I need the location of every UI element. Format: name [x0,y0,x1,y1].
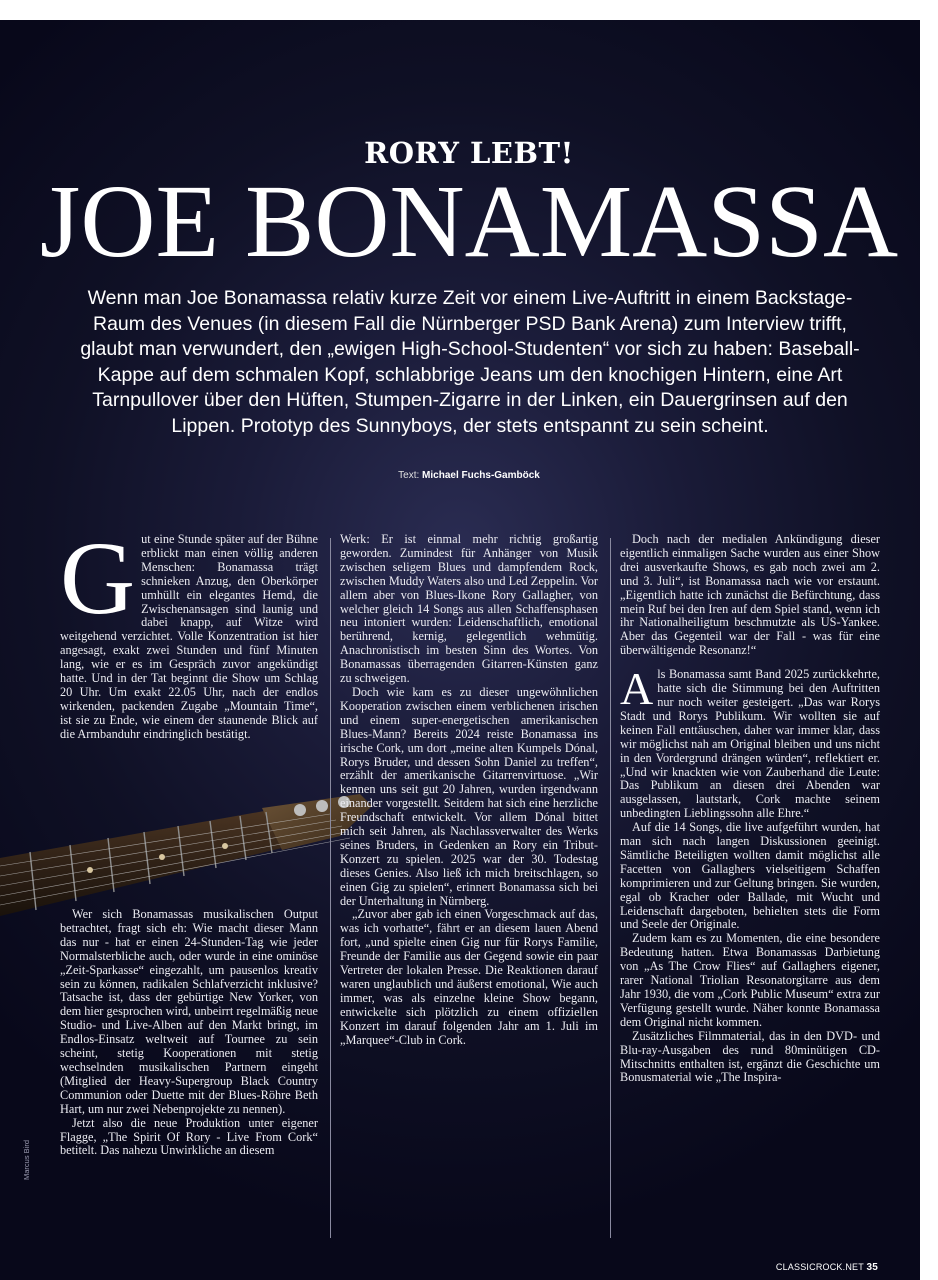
page-number: 35 [866,1262,878,1273]
paragraph: ut eine Stunde später auf der Bühne erblickt man einen völlig anderen Menschen: Bonamassa trägt schnieken Anzug, den Oberkörper umhüllt ein elegantes Hemd, die Zwischenansagen sind launig und dabei knapp, auf Witze wird weitgehend verzichtet. Volle Konzentration ist hier angesagt, exakt zwei Stunden und fünf Minuten lang, wie er es im Gespräch zuvor angekündigt hatte. Und in der Tat beginnt die Show um Schlag 20 Uhr. Um exakt 22.05 Uhr, nach der endlos wirkenden, packenden Zugabe „Mountain Time“, ist sie zu Ende, wie einem der staunende Blick auf die Armbanduhr eindringlich bestätigt. [60,532,318,741]
paragraph: ls Bonamassa samt Band 2025 zurückkehrte, hatte sich die Stimmung bei den Auftritten nur noch weiter gesteigert. „Das war Rorys Stadt und Rorys Publikum. Wir wollten sie auf keinen Fall enttäuschen, daher war immer klar, dass wir möglichst nah am Original bleiben und uns nicht in den Vordergrund drängen würden“, reflektiert er. „Und wir knackten wie von Zauberhand die Leute: Das Publikum an diesen drei Abenden war ausgelassen, lautstark, Cork machte seinem unbedingten Lieblingssohn alle Ehre.“ [620,667,880,821]
paragraph: Doch nach der medialen Ankündigung dieser eigentlich einmaligen Sache wurden aus einer Show drei ausverkaufte Shows, es gab noch zwei am 2. und 3. Juli“, ist Bonamassa nach wie vor erstaunt. „Eigentlich hatte ich zunächst die Befürchtung, dass mein Ruf bei den Iren auf dem Spiel stand, wenn ich ihr Nationalheiligtum beschmutzte als US-Yankee. Aber das Gegenteil war der Fall - was für eine überwältigende Resonanz!“ [620,532,880,658]
column-3 [620,533,880,1085]
magazine-page [0,20,920,1280]
column-2 [340,533,598,1048]
page-footer [776,1262,878,1273]
drop-cap: G [60,521,136,636]
paragraph: „Zuvor aber gab ich einen Vorgeschmack auf das, was ich vorhatte“, fährt er an diesem lauen Abend fort, „und spielte einen Gig nur für Rorys Familie, Freunde der Familie aus der Gegend sowie ein paar Vertreter der lokalen Presse. Die Reaktionen darauf waren unglaublich und äußerst emotional, Wie auch immer, was als einzelne kleine Show begann, entwickelte sich plötzlich zu einem offiziellen Konzert im darauf folgenden Jahr am 1. Juli im „Marquee“-Club in Cork. [340,907,598,1047]
byline [0,470,920,481]
paragraph: Jetzt also die neue Produktion unter eigener Flagge, „The Spirit Of Rory - Live From Cork“ betitelt. Das nahezu Unwirkliche an diesem [60,1115,318,1158]
column-rule [330,538,331,1238]
paragraph: Auf die 14 Songs, die live aufgeführt wurden, hat man sich nach langen Diskussionen geeinigt. Sämtliche Beteiligten wollten damit möglichst alle Facetten von Gallaghers vielseitigem Schaffen komprimieren und zur Geltung bringen. Sie wurden, egal ob Kracher oder Ballade, mit Wucht und Leidenschaft dargeboten, behielten stets die Form und Seele der Originale. [620,820,880,932]
standfirst: Wenn man Joe Bonamassa relativ kurze Zeit vor einem Live-Auftritt in einem Backstage-Raum des Venues (in diesem Fall die Nürnberger PSD Bank Arena) zum Interview trifft, glaubt man verwundert, den „ewigen High-School-Studenten“ vor sich zu haben: Baseball-Kappe auf dem schmalen Kopf, schlabbrige Jeans um den knochigen Hintern, eine Art Tarnpullover über den Hüften, Stumpen-Zigarre in der Linken, ein Dauergrinsen auf den Lippen. Prototyp des Sunnyboys, der stets entspannt zu sein scheint. [80,287,860,437]
paragraph: Zudem kam es zu Momenten, die eine besondere Bedeutung hatten. Etwa Bonamassas Darbietung von „As The Crow Flies“ auf Gallaghers eigener, rarer National Triolian Resonatorgitarre aus dem Jahr 1930, die vom „Cork Public Museum“ extra zur Verfügung gestellt wurde. Näher konnte Bonamassa dem Original nicht kommen. [620,931,880,1029]
column-rule [610,538,611,1238]
kicker: RORY LEBT! [364,136,574,170]
drop-cap: A [620,663,654,715]
paragraph: Doch wie kam es zu dieser ungewöhnlichen Kooperation zwischen einem verblichenen irischen und einem super-energetischen amerikanischen Blues-Mann? Bereits 2024 reiste Bonamassa ins irische Cork, um dort „meine alten Kumpels Dónal, Rorys Bruder, und dessen Sohn Daniel zu treffen“, erzählt der amerikanische Gitarrenvirtuose. „Wir kennen uns seit gut 20 Jahren, wurden irgendwann einander vorgestellt. Seitdem hat sich eine herzliche Freundschaft entwickelt. Vor allem Dónal bittet mich seit Jahren, als Nachlassverwalter des Werks seines Bruders, in Gedenken an Rory ein Tribut-Konzert zu spielen. 2025 war der 30. Todestag dieses Genies. Also ließ ich mich breitschlagen, so einen Gig zu spielen“, erinnert Bonamassa sich bei der Unterhaltung in Nürnberg. [340,684,598,908]
paragraph: Werk: Er ist einmal mehr richtig großartig geworden. Zumindest für Anhänger von Musik zwischen seligem Blues und dampfendem Rock, zwischen Muddy Waters also und Led Zeppelin. Vor allem aber von Blues-Ikone Rory Gallagher, von welcher gleich 14 Songs aus allen Schaffensphasen neu intoniert wurden: Leidenschaftlich, emotional berührend, kernig, gelegentlich wehmütig. Anachronistisch im besten Sinn des Wortes. Von Bonamassas überragenden Gitarren-Künsten ganz zu schweigen. [340,532,598,686]
photo-credit: Marcus Bird [22,1139,31,1180]
headline: JOE BONAMASSA [39,164,899,279]
byline-prefix: Text: [398,470,420,481]
column-1-bottom [60,908,318,1158]
footer-site: CLASSICROCK.NET [775,1262,864,1272]
byline-author: Michael Fuchs-Gamböck [422,470,540,481]
paragraph: Wer sich Bonamassas musikalischen Output betrachtet, fragt sich eh: Wie macht dieser Mann das nur - hat er einen 24-Stunden-Tag wie jeder Normalsterbliche auch, oder wurde in eine ominöse „Zeit-Sparkasse“ eingezahlt, um pausenlos kreativ sein zu können, radikalen Schlafverzicht inklusive? Tatsache ist, dass der gebürtige New Yorker, von dem hier gesprochen wird, unbeirrt regelmäßig neue Studio- und Live-Alben auf den Markt bringt, im Endlos-Einsatz weltweit auf Tournee zu sein scheint, stetig Kooperationen mit stetig wechselnden musikalischen Partnern eingeht (Mitglied der Heavy-Supergroup Black Country Communion oder Duette mit der Blues-Röhre Beth Hart, um nur zwei Nebenprojekte zu nennen). [60,907,318,1116]
paragraph: Zusätzliches Filmmaterial, das in den DVD- und Blu-ray-Ausgaben des rund 80minütigen CD-Mitschnitts enthalten ist, ergänzt die Geschichte um Bonusmaterial wie „The Inspira- [620,1028,880,1085]
column-1-top [60,521,318,742]
